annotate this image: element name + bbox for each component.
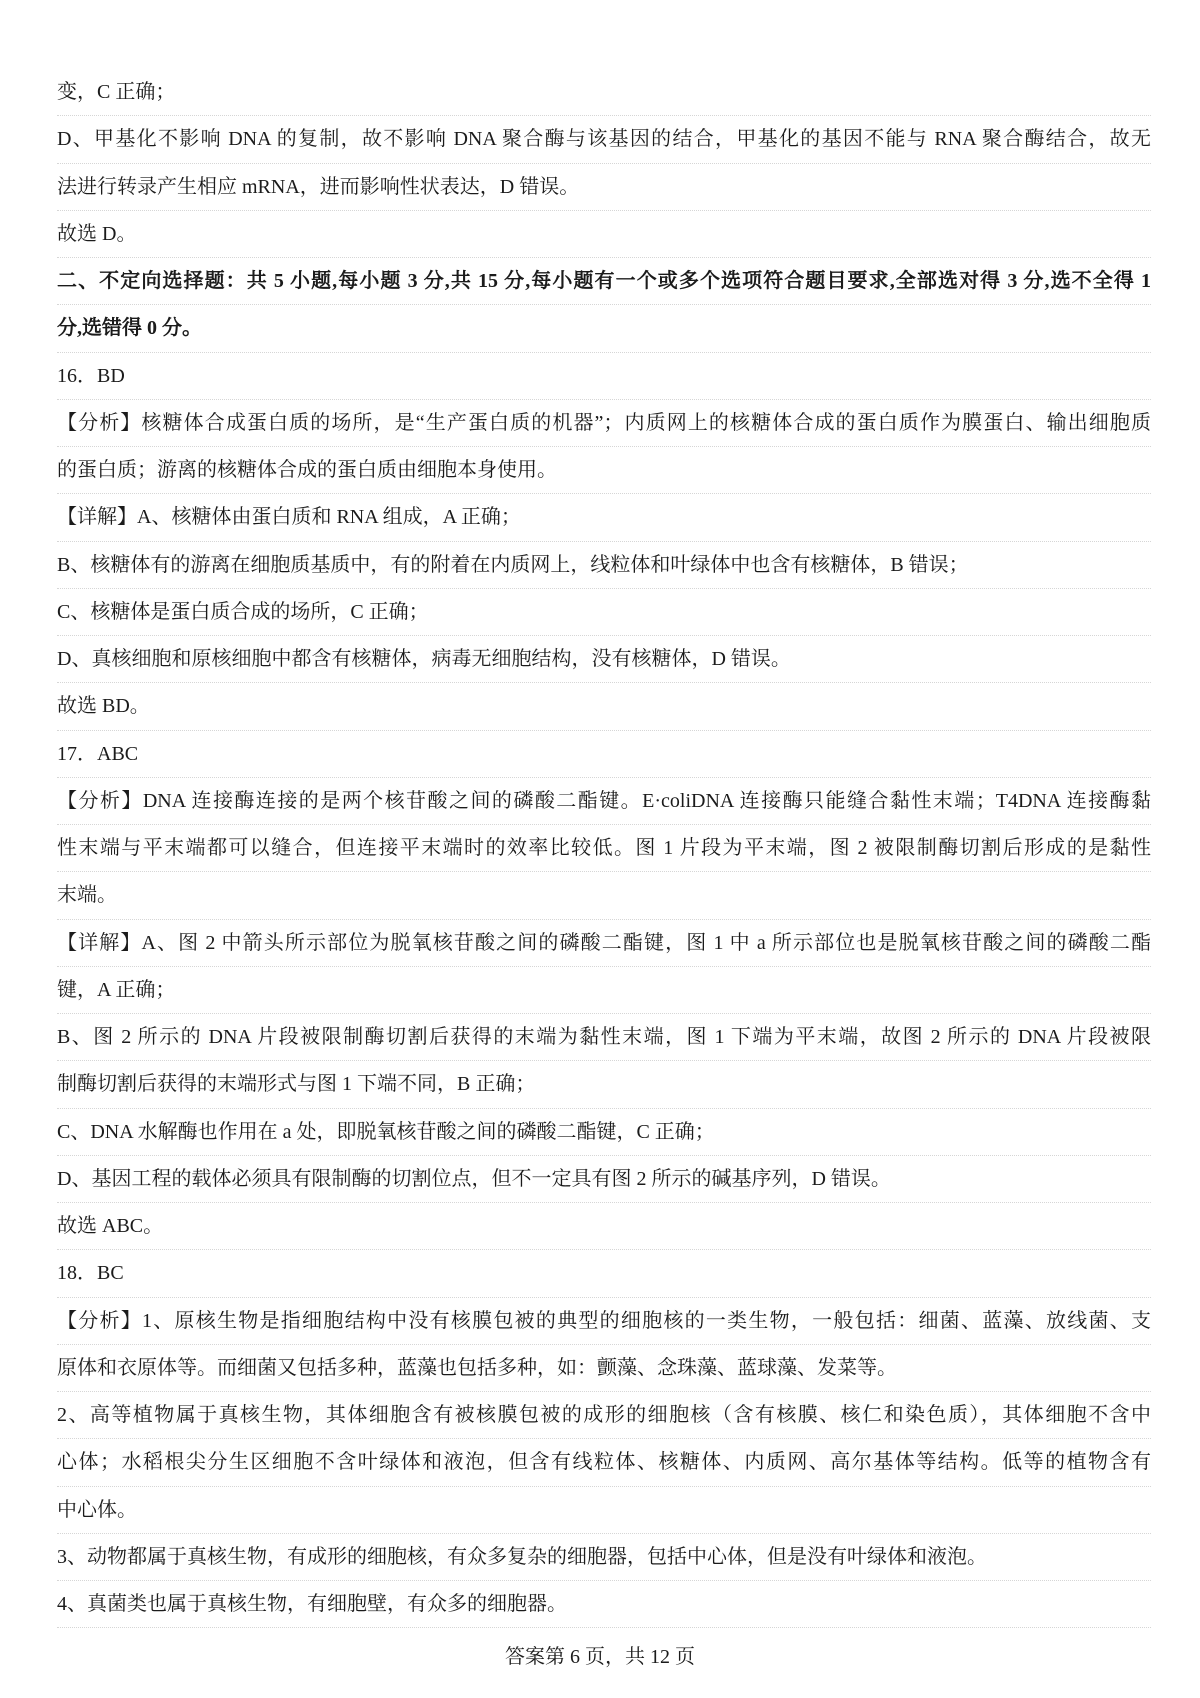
- question-number-answer: 16．BD: [57, 353, 1151, 400]
- explanation-paragraph: [57, 494, 1151, 541]
- text-line: 性末端与平末端都可以缝合，但连接平末端时的效率比较低。图 1 片段为平末端，图 2 被限制酶切割后形成的是黏性: [57, 825, 1151, 872]
- text-line: 2、高等植物属于真核生物，其体细胞含有被核膜包被的成形的细胞核（含有核膜、核仁和染色质），其体细胞不含中: [57, 1392, 1151, 1439]
- text-line: 键，A 正确；: [57, 967, 1151, 1014]
- text-line: 末端。: [57, 872, 1151, 919]
- section-heading: [57, 258, 1151, 353]
- explanation-paragraph: [57, 116, 1151, 211]
- text-line: B、核糖体有的游离在细胞质基质中，有的附着在内质网上，线粒体和叶绿体中也含有核糖体，B 错误；: [57, 542, 1151, 589]
- explanation-paragraph: [57, 1203, 1151, 1250]
- text-line: 【分析】核糖体合成蛋白质的场所，是“生产蛋白质的机器”；内质网上的核糖体合成的蛋白质作为膜蛋白、输出细胞质: [57, 400, 1151, 447]
- question-answer-block: [57, 353, 1151, 731]
- explanation-paragraph: [57, 1014, 1151, 1109]
- explanation-paragraph: [57, 211, 1151, 258]
- section-heading-line: 分,选错得 0 分。: [57, 305, 1151, 352]
- explanation-paragraph: [57, 920, 1151, 1015]
- text-line: 中心体。: [57, 1487, 1151, 1534]
- text-line: B、图 2 所示的 DNA 片段被限制酶切割后获得的末端为黏性末端，图 1 下端为平末端，故图 2 所示的 DNA 片段被限: [57, 1014, 1151, 1061]
- text-line: D、基因工程的载体必须具有限制酶的切割位点，但不一定具有图 2 所示的碱基序列，D 错误。: [57, 1156, 1151, 1203]
- text-line: 故选 ABC。: [57, 1203, 1151, 1250]
- text-line: C、DNA 水解酶也作用在 a 处，即脱氧核苷酸之间的磷酸二酯键，C 正确；: [57, 1109, 1151, 1156]
- text-line: 故选 BD。: [57, 683, 1151, 730]
- text-line: 心体；水稻根尖分生区细胞不含叶绿体和液泡，但含有线粒体、核糖体、内质网、高尔基体等结构。低等的植物含有: [57, 1439, 1151, 1486]
- explanation-paragraph: [57, 589, 1151, 636]
- text-line: 【详解】A、图 2 中箭头所示部位为脱氧核苷酸之间的磷酸二酯键，图 1 中 a 所示部位也是脱氧核苷酸之间的磷酸二酯: [57, 920, 1151, 967]
- text-line: C、核糖体是蛋白质合成的场所，C 正确；: [57, 589, 1151, 636]
- explanation-paragraph: [57, 1392, 1151, 1534]
- text-line: 【详解】A、核糖体由蛋白质和 RNA 组成，A 正确；: [57, 494, 1151, 541]
- text-line: 故选 D。: [57, 211, 1151, 258]
- text-line: 法进行转录产生相应 mRNA，进而影响性状表达，D 错误。: [57, 164, 1151, 211]
- text-line: 变，C 正确；: [57, 69, 1151, 116]
- question-number-answer: 17．ABC: [57, 731, 1151, 778]
- explanation-paragraph: [57, 1581, 1151, 1628]
- text-line: D、真核细胞和原核细胞中都含有核糖体，病毒无细胞结构，没有核糖体，D 错误。: [57, 636, 1151, 683]
- explanation-paragraph: [57, 1298, 1151, 1393]
- section-heading-line: 二、不定向选择题：共 5 小题,每小题 3 分,共 15 分,每小题有一个或多个选项符合题目要求,全部选对得 3 分,选不全得 1: [57, 258, 1151, 305]
- text-line: 原体和衣原体等。而细菌又包括多种，蓝藻也包括多种，如：颤藻、念珠藻、蓝球藻、发菜等。: [57, 1345, 1151, 1392]
- explanation-paragraph: [57, 542, 1151, 589]
- text-line: D、甲基化不影响 DNA 的复制，故不影响 DNA 聚合酶与该基因的结合，甲基化的基因不能与 RNA 聚合酶结合，故无: [57, 116, 1151, 163]
- answer-page-body: [57, 69, 1151, 1628]
- explanation-paragraph: [57, 683, 1151, 730]
- explanation-paragraph: [57, 778, 1151, 920]
- text-line: 【分析】1、原核生物是指细胞结构中没有核膜包被的典型的细胞核的一类生物，一般包括：细菌、蓝藻、放线菌、支: [57, 1298, 1151, 1345]
- question-answer-block: [57, 731, 1151, 1251]
- text-line: 4、真菌类也属于真核生物，有细胞壁，有众多的细胞器。: [57, 1581, 1151, 1628]
- page-indicator: 答案第 6 页，共 12 页: [505, 1646, 695, 1668]
- explanation-paragraph: [57, 69, 1151, 116]
- explanation-paragraph: [57, 636, 1151, 683]
- explanation-paragraph: [57, 1534, 1151, 1581]
- text-line: 【分析】DNA 连接酶连接的是两个核苷酸之间的磷酸二酯键。E·coliDNA 连接酶只能缝合黏性末端；T4DNA 连接酶黏: [57, 778, 1151, 825]
- question-number-answer: 18．BC: [57, 1250, 1151, 1297]
- text-line: 制酶切割后获得的末端形式与图 1 下端不同，B 正确；: [57, 1061, 1151, 1108]
- page-footer: [0, 1643, 1200, 1671]
- text-line: 的蛋白质；游离的核糖体合成的蛋白质由细胞本身使用。: [57, 447, 1151, 494]
- question-answer-block: [57, 1250, 1151, 1628]
- explanation-paragraph: [57, 1109, 1151, 1156]
- text-line: 3、动物都属于真核生物，有成形的细胞核，有众多复杂的细胞器，包括中心体，但是没有叶绿体和液泡。: [57, 1534, 1151, 1581]
- explanation-paragraph: [57, 400, 1151, 495]
- explanation-paragraph: [57, 1156, 1151, 1203]
